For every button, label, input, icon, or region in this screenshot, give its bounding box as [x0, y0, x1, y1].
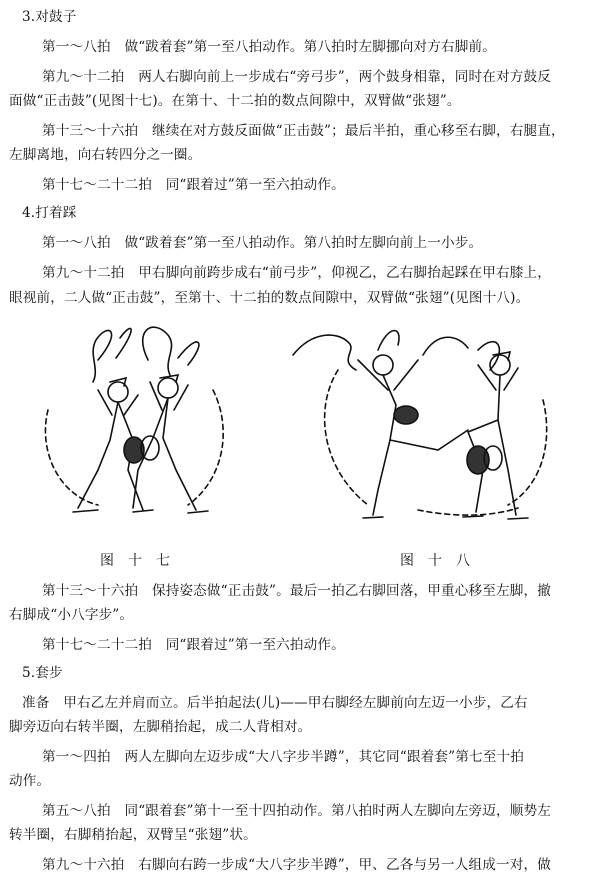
figure-17-caption: 图十七 [100, 553, 184, 569]
paragraph-continuation: 左脚离地，向右转四分之一圈。 [9, 147, 202, 163]
paragraph: 第五～八拍 同“跟着套”第十一至十四拍动作。第八拍时两人左脚向左旁迈，顺势左 [42, 803, 551, 819]
section-heading-5: 5.套步 [22, 665, 63, 681]
paragraph: 第十七～二十二拍 同“跟着过”第一至六拍动作。 [42, 637, 345, 653]
paragraph: 第十七～二十二拍 同“跟着过”第一至六拍动作。 [42, 177, 345, 193]
paragraph: 第一～八拍 做“跋着套”第一至八拍动作。第八拍时左脚向前上一小步。 [42, 235, 483, 251]
paragraph-continuation: 转半圈，右脚稍抬起，双臂呈“张翅”状。 [9, 827, 257, 843]
figure-17-illustration [45, 327, 223, 513]
figure-area [38, 320, 558, 545]
paragraph-continuation: 动作。 [9, 773, 51, 789]
paragraph: 第十三～十六拍 保持姿态做“正击鼓”。最后一拍乙右脚回落，甲重心移至左脚，撤 [42, 583, 551, 599]
figure-18-caption: 图十八 [400, 553, 484, 569]
dance-illustrations [38, 320, 558, 545]
section-heading-4: 4.打着踩 [22, 205, 77, 221]
paragraph: 第一～八拍 做“跋着套”第一至八拍动作。第八拍时左脚挪向对方右脚前。 [42, 39, 496, 55]
paragraph: 准备 甲右乙左并肩而立。后半拍起法(儿)——甲右脚经左脚前向左迈一小步，乙右 [22, 695, 528, 711]
paragraph: 第九～十二拍 两人右脚向前上一步成右“旁弓步”，两个鼓身相靠，同时在对方鼓反 [42, 69, 551, 85]
paragraph-continuation: 右脚成“小八字步”。 [9, 607, 134, 623]
paragraph-continuation: 眼视前，二人做“正击鼓”，至第十、十二拍的数点间隙中，双臂做“张翅”(见图十八)。 [9, 290, 530, 306]
paragraph-continuation: 面做“正击鼓”(见图十七)。在第十、十二拍的数点间隙中，双臂做“张翅”。 [9, 93, 461, 109]
paragraph-continuation: 脚旁迈向右转半圈，左脚稍抬起，成二人背相对。 [9, 719, 312, 735]
paragraph: 第一～四拍 两人左脚向左迈步成“大八字步半蹲”，其它同“跟着套”第七至十拍 [42, 749, 524, 765]
section-heading-3: 3.对鼓子 [22, 9, 77, 25]
figure-18-illustration [293, 331, 547, 519]
paragraph: 第十三～十六拍 继续在对方鼓反面做“正击鼓”；最后半拍，重心移至右脚，右腿直， [42, 123, 565, 139]
paragraph: 第九～十二拍 甲右脚向前跨步成右“前弓步”，仰视乙，乙右脚抬起踩在甲右膝上， [42, 265, 551, 281]
paragraph: 第九～十六拍 右脚向右跨一步成“大八字步半蹲”，甲、乙各与另一人组成一对，做 [42, 857, 551, 873]
